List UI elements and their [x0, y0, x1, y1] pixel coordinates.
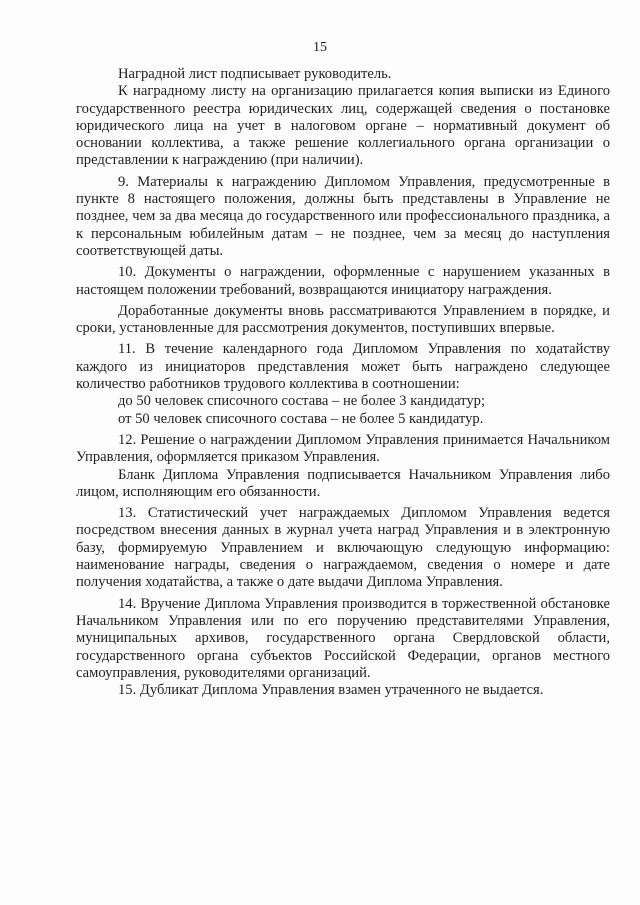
paragraph: 13. Статистический учет награждаемых Дипломом Управления ведется посредством внесения данных в журнал учета наград Управления и в электронную базу, формируемую Управлением и включающую следующую информацию: наименование награды, сведения о награждаемом, сведения о номере и дате получения ходатайства, а также о дате выдачи Диплома Управления. [76, 505, 610, 591]
paragraph: 10. Документы о награждении, оформленные с нарушением указанных в настоящем положении требований, возвращаются инициатору награждения. [76, 264, 610, 298]
paragraph: 11. В течение календарного года Дипломом Управления по ходатайству каждого из инициаторов представления может быть награждено следующее количество работников трудового коллектива в соотношении: [76, 341, 610, 393]
document-body [76, 66, 610, 699]
paragraph: Бланк Диплома Управления подписывается Начальником Управления либо лицом, исполняющим его обязанности. [76, 466, 610, 500]
paragraph: 15. Дубликат Диплома Управления взамен утраченного не выдается. [118, 682, 544, 699]
paragraph: от 50 человек списочного состава – не более 5 кандидатур. [118, 410, 484, 427]
paragraph: 12. Решение о награждении Дипломом Управления принимается Начальником Управления, оформляется приказом Управления. [76, 431, 610, 466]
paragraph: Наградной лист подписывает руководитель. [118, 66, 392, 82]
paragraph: 9. Материалы к награждению Дипломом Управления, предусмотренные в пункте 8 настоящего положения, должны быть представлены в Управление не позднее, чем за два месяца до государственного или профессионального праздника, а к персональным юбилейным датам – не позднее, чем за месяц до наступления соответствующей даты. [76, 173, 610, 259]
paragraph: К наградному листу на организацию прилагается копия выписки из Единого государственного реестра юридических лиц, содержащей сведения о постановке юридического лица на учет в налоговом органе – нормативный документ об основании коллектива, а также решение коллегиального органа организации о представлении к награждению (при наличии). [76, 83, 610, 169]
paragraph: до 50 человек списочного состава – не более 3 кандидатур; [118, 393, 486, 410]
page-number: 15 [313, 40, 327, 55]
paragraph: 14. Вручение Диплома Управления производится в торжественной обстановке Начальником Управления или по его поручению представителями Управления, муниципальных архивов, государственного органа Свердловской области, государственного органа субъектов Российской Федерации, органов местного самоуправления, руководителями организаций. [76, 595, 610, 681]
paragraph: Доработанные документы вновь рассматриваются Управлением в порядке, и сроки, установленные для рассмотрения документов, поступивших впервые. [76, 302, 610, 337]
